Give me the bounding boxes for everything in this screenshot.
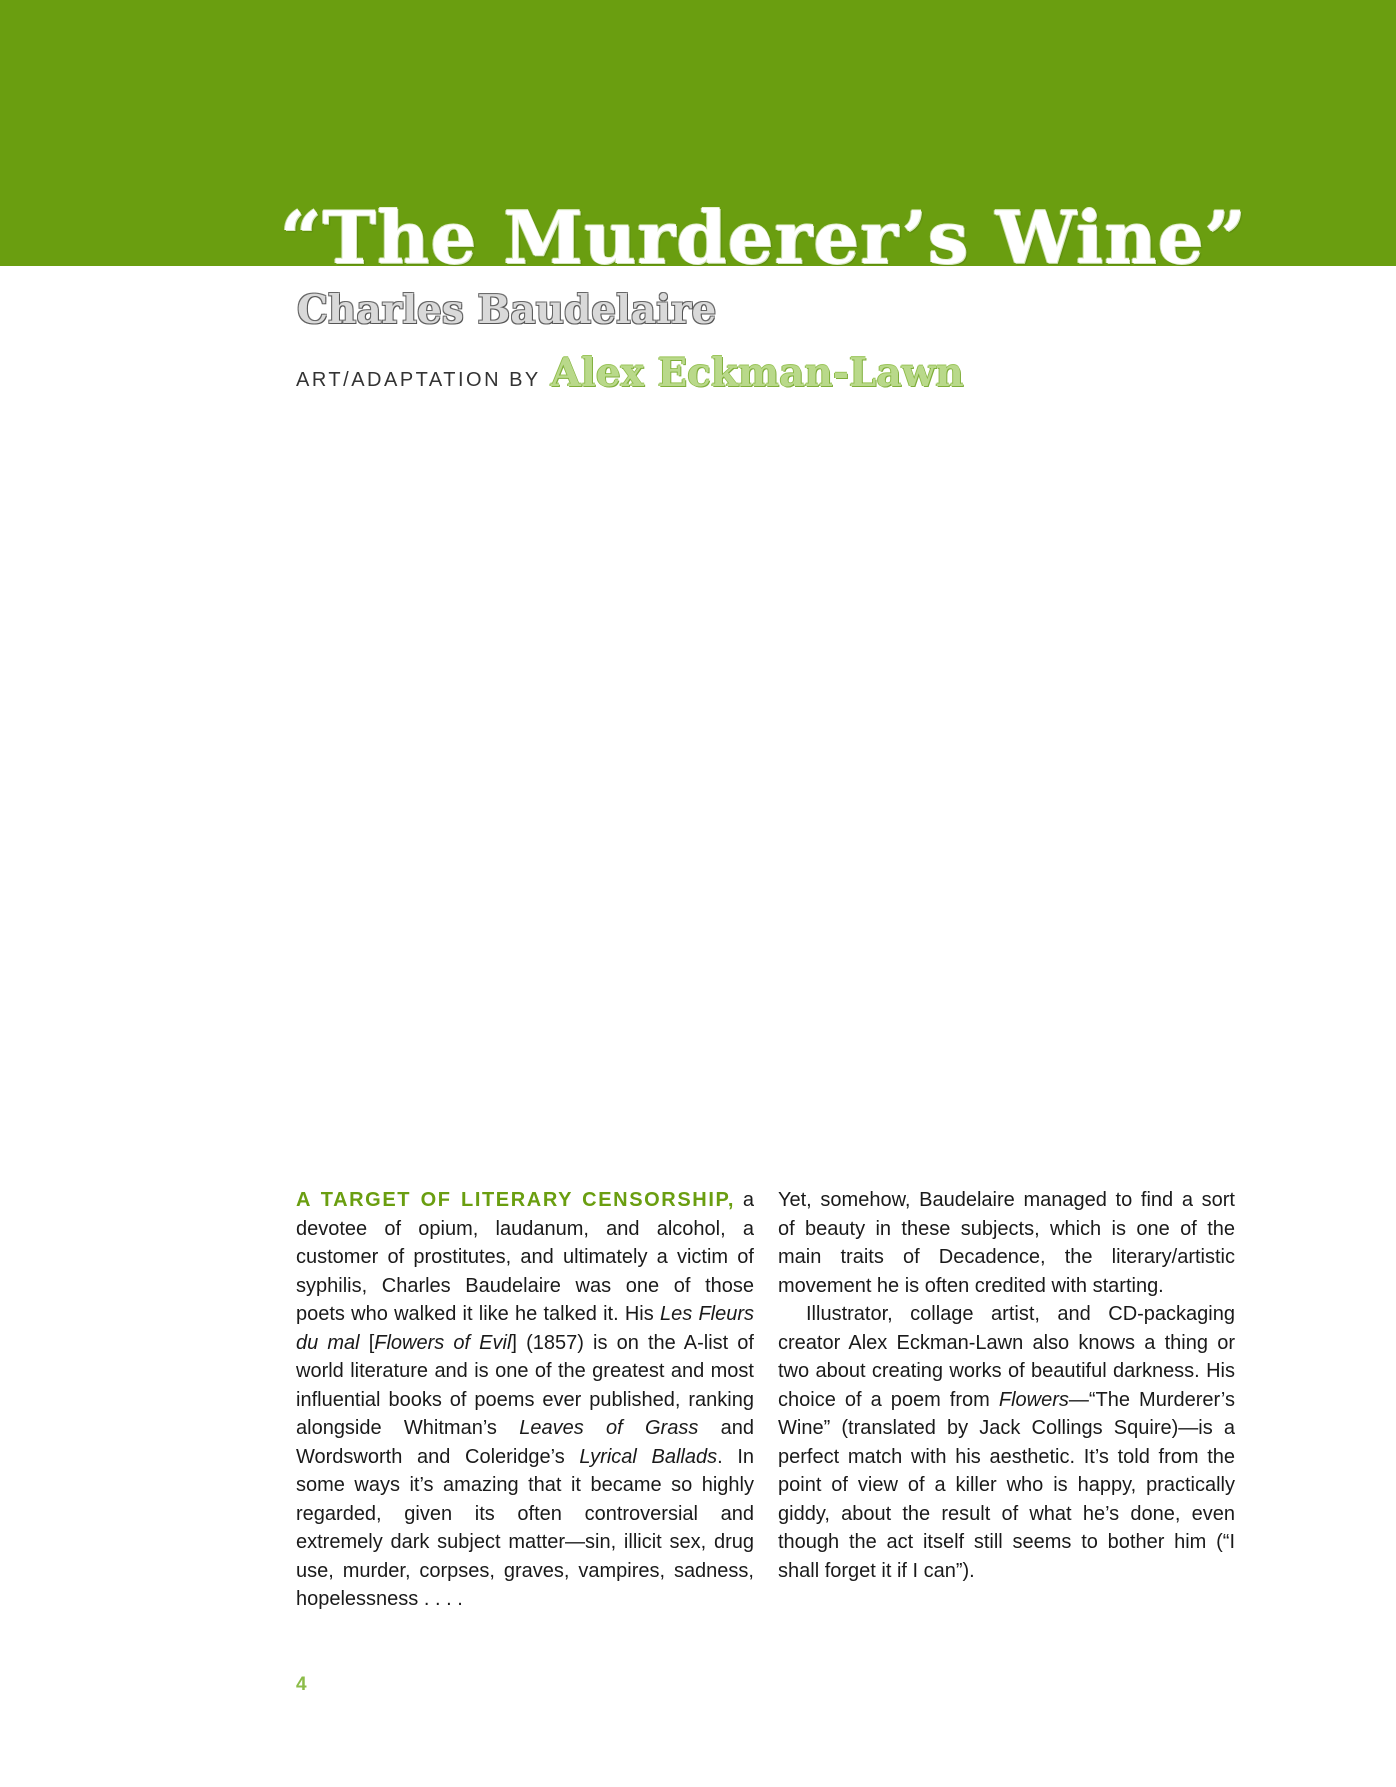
intro-paragraph-2: Yet, somehow, Baudelaire managed to find a sort of beauty in these subjects, which is one of the main traits of Decadence, the literary/artistic movement he is often credited with starting. [778, 1189, 1235, 1297]
book-title-leaves-of-grass: Leaves of Grass [519, 1417, 699, 1439]
book-title-flowers: Flowers [998, 1388, 1069, 1411]
intro-column-right [778, 1186, 1235, 1585]
credit-label: ART/ADAPTATION BY [296, 369, 541, 391]
lead-in-text: A TARGET OF LITERARY CENSORSHIP, [296, 1189, 735, 1211]
author-name: Charles Baudelaire [297, 287, 717, 333]
art-credit [296, 350, 964, 400]
intro-paragraph-3: Illustrator, collage artist, and CD-packaging creator Alex Eckman-Lawn also knows a thing or two about creating works of beautiful darkness. His choice of a poem from Flowers—“The Murderer’s Wine” (translated by Jack Collings Squire)—is a perfect match with his aesthetic. It’s told from the point of view of a killer who is happy, practically giddy, about the result of what he’s done, even though the act itself still seems to bother him (“I shall forget it if I can”). [778, 1303, 1235, 1582]
page-number: 4 [296, 1674, 307, 1695]
story-title: “The Murderer’s Wine” [280, 195, 1247, 280]
intro-column-left [296, 1186, 754, 1614]
book-title-les-fleurs: Les Fleurs du mal [296, 1303, 755, 1354]
credit-artist-name: Alex Eckman-Lawn [550, 350, 964, 396]
intro-paragraph-1: A TARGET OF LITERARY CENSORSHIP, a devotee of opium, laudanum, and alcohol, a customer of prostitutes, and ultimately a victim of syphilis, Charles Baudelaire was one of those poets who walked it like he talked it. His Les Fleurs du mal [Flowers of Evil] (1857) is on the A-list of world literature and is one of the greatest and most influential books of poems ever published, ranking alongside Whitman’s Leaves of Grass and Wordsworth and Coleridge’s Lyrical Ballads. In some ways it’s amazing that it became so highly regarded, given its often controversial and extremely dark subject matter—sin, illicit sex, drug use, murder, corpses, graves, vampires, sadness, hopelessness . . . . [296, 1189, 755, 1610]
book-title-lyrical-ballads: Lyrical Ballads [579, 1445, 718, 1468]
book-title-flowers-of-evil: Flowers of Evil [374, 1331, 512, 1354]
